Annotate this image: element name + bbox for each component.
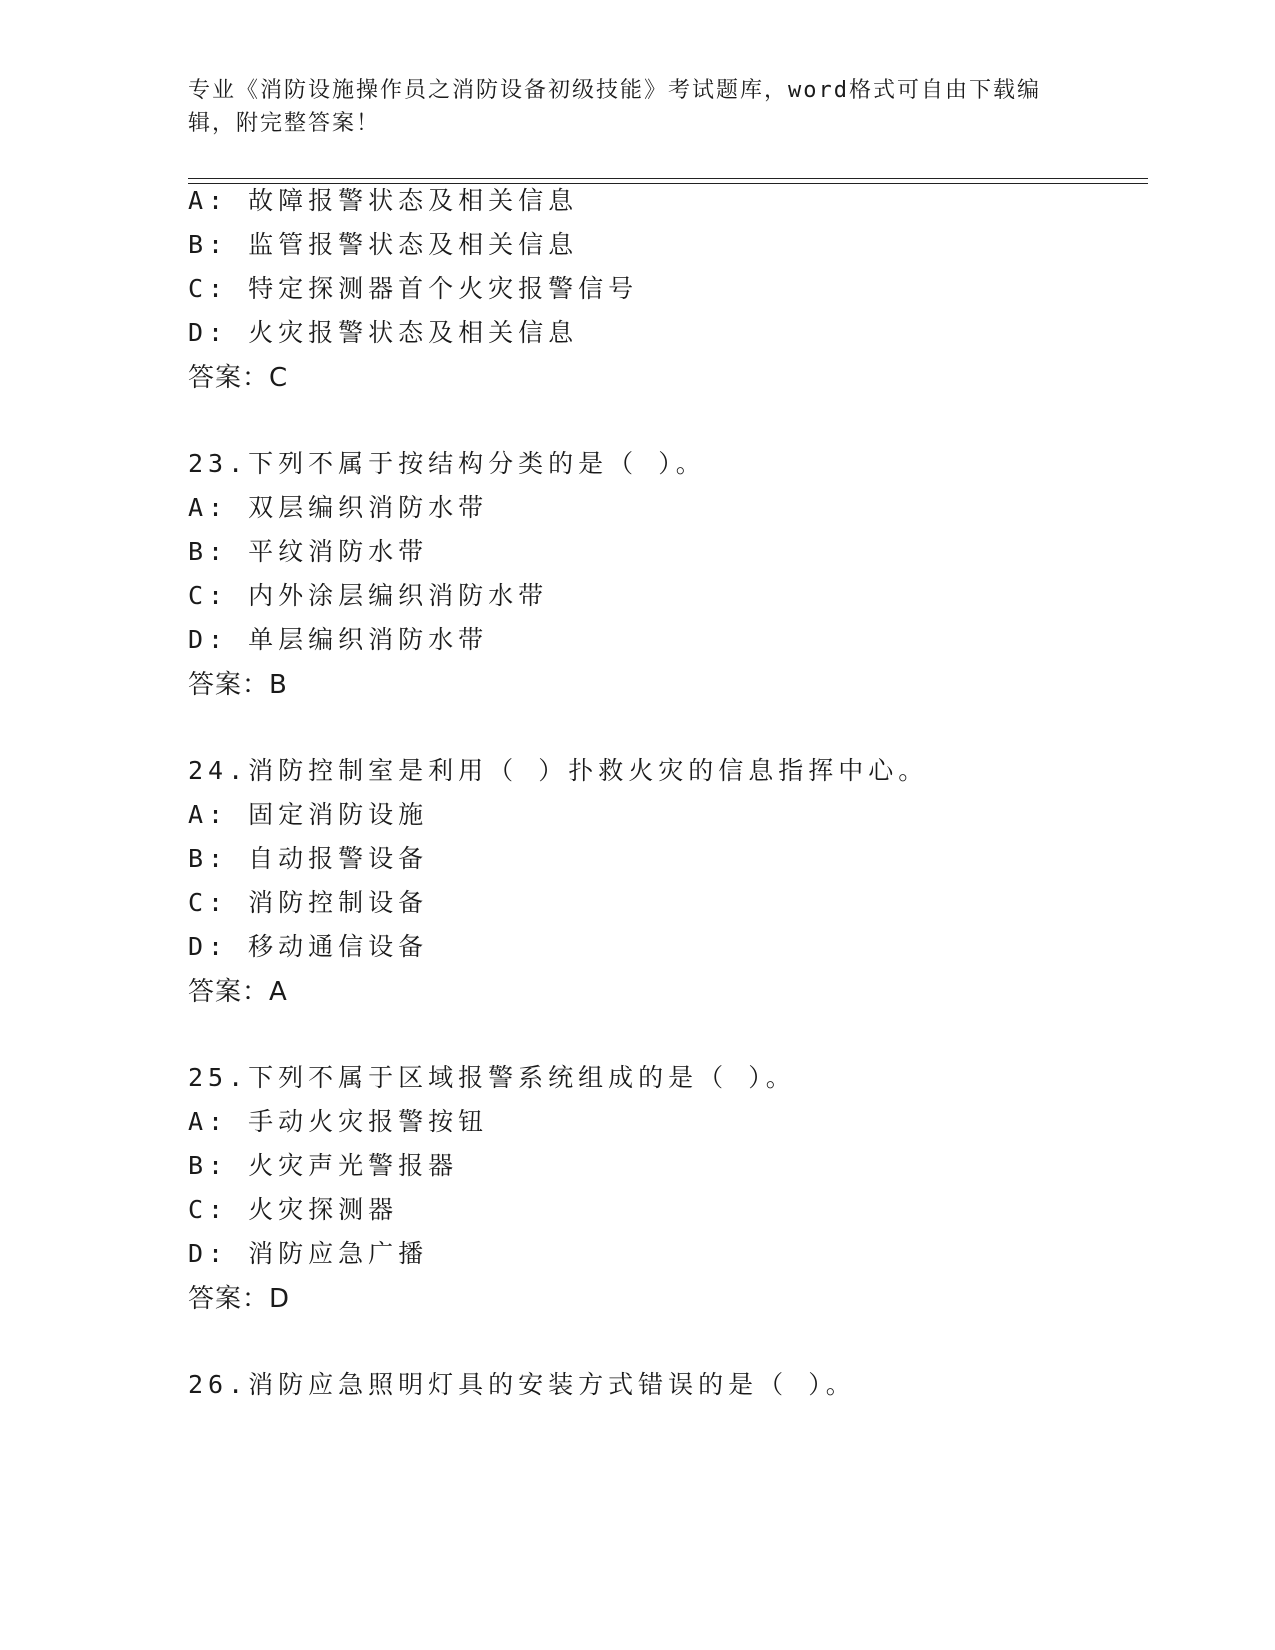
question-stem-26: 26.消防应急照明灯具的安装方式错误的是（ ）。	[188, 1370, 856, 1399]
option-c: C: 特定探测器首个火灾报警信号	[188, 274, 639, 303]
answer-line: 答案：B	[188, 670, 288, 700]
option-b: B: 平纹消防水带	[188, 537, 429, 566]
option-a: A: 手动火灾报警按钮	[188, 1107, 489, 1136]
question-stem-25: 25.下列不属于区域报警系统组成的是（ ）。	[188, 1063, 796, 1092]
answer-line: 答案：A	[188, 977, 288, 1007]
option-c: C: 消防控制设备	[188, 888, 429, 917]
option-b: B: 火灾声光警报器	[188, 1151, 459, 1180]
option-b: B: 监管报警状态及相关信息	[188, 230, 579, 259]
option-a: A: 双层编织消防水带	[188, 493, 489, 522]
option-d: D: 移动通信设备	[188, 932, 429, 961]
answer-line: 答案：D	[188, 1284, 291, 1314]
option-a: A: 固定消防设施	[188, 800, 429, 829]
question-stem-24: 24.消防控制室是利用（ ）扑救火灾的信息指挥中心。	[188, 756, 929, 785]
option-c: C: 火灾探测器	[188, 1195, 399, 1224]
option-d: D: 消防应急广播	[188, 1239, 429, 1268]
header-line-1: 专业《消防设施操作员之消防设备初级技能》考试题库，word格式可自由下载编	[188, 78, 1041, 103]
header-divider-bottom	[188, 183, 1148, 184]
option-c: C: 内外涂层编织消防水带	[188, 581, 549, 610]
document-header	[188, 74, 1068, 140]
header-divider-top	[188, 178, 1148, 179]
option-d: D: 火灾报警状态及相关信息	[188, 318, 579, 347]
option-a: A: 故障报警状态及相关信息	[188, 186, 579, 215]
option-b: B: 自动报警设备	[188, 844, 429, 873]
question-stem-23: 23.下列不属于按结构分类的是（ ）。	[188, 449, 706, 478]
header-line-2: 辑，附完整答案！	[188, 111, 381, 136]
answer-line: 答案：C	[188, 363, 289, 393]
option-d: D: 单层编织消防水带	[188, 625, 489, 654]
